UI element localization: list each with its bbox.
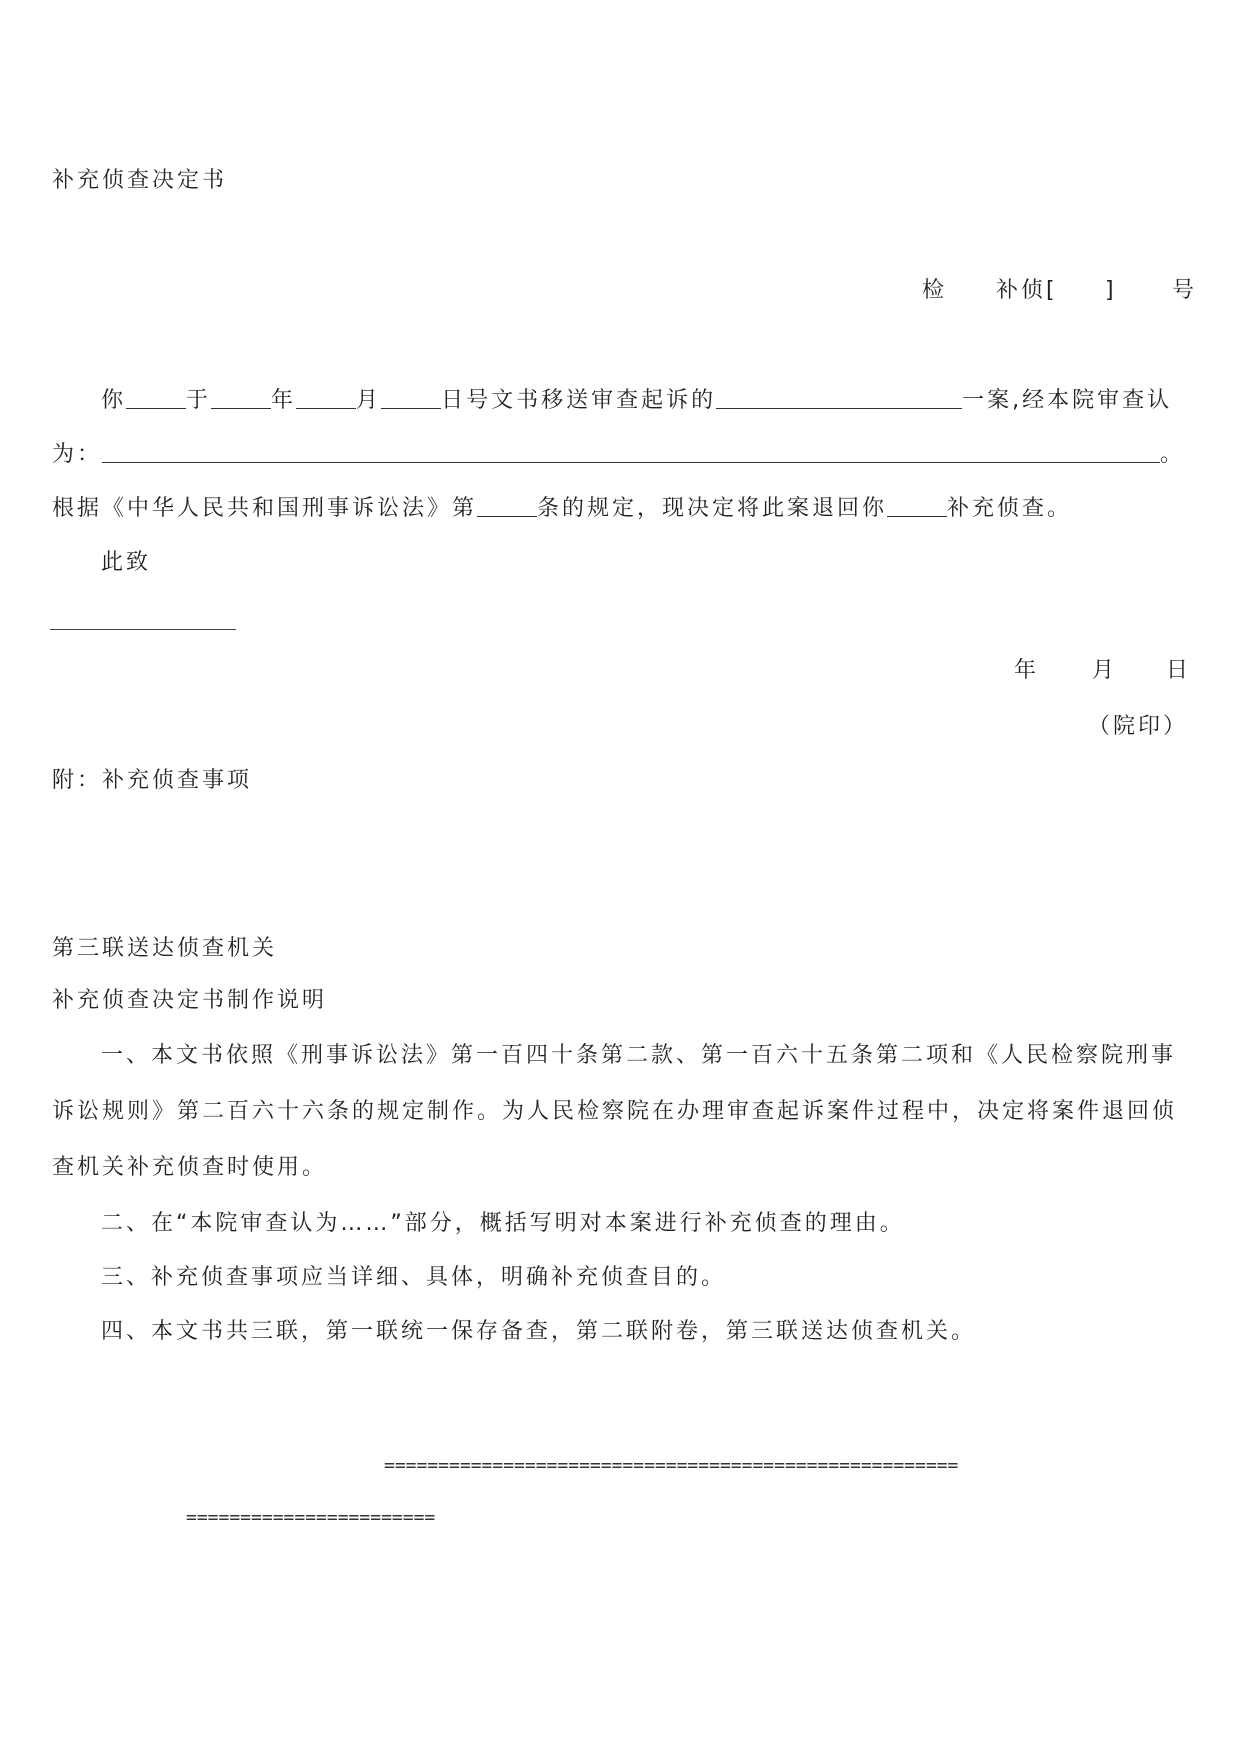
blank-reason [102,440,1160,463]
body-case-tail: 一案,经本院审查认 [962,388,1173,413]
blank-recipient [887,494,947,517]
copy-label: 第三联送达侦查机关 [52,936,278,961]
salutation: 此致 [101,550,152,575]
blank-year [211,386,271,409]
body-wei: 为： [52,442,103,467]
separator-long: ===================================================== [384,1455,959,1476]
body-you: 你 [101,388,127,413]
blank-case-name [716,386,962,409]
instruction-item-4: 四、本文书共三联，第一联统一保存备查，第二联附卷，第三联送达侦查机关。 [101,1319,977,1344]
doc-number-bracket-close: ] [1105,278,1117,303]
date-day: 日 [1166,658,1192,683]
date-month: 月 [1092,658,1118,683]
body-line3-end: 补充侦查。 [947,496,1073,521]
doc-number-prefix: 检 [922,278,948,303]
document-title: 补充侦查决定书 [52,168,228,193]
separator-short: ======================= [186,1507,436,1528]
blank-month [296,386,356,409]
body-line-2 [52,440,1185,470]
attachment-note: 附：补充侦查事项 [52,768,253,793]
body-year: 年 [271,388,297,413]
blank-article [477,494,537,517]
seal-note: （院印） [1088,714,1189,739]
body-month: 月 [356,388,382,413]
body-line-3 [52,494,1072,524]
date-year: 年 [1014,658,1040,683]
body-line3-mid: 条的规定，现决定将此案退回你 [537,496,888,521]
instruction-item-3: 三、补充侦查事项应当详细、具体，明确补充侦查目的。 [101,1265,727,1290]
body-day-tail: 日号文书移送审查起诉的 [441,388,717,413]
body-line3-pre: 根据《中华人民共和国刑事诉讼法》第 [52,496,478,521]
addressee-rule [50,629,236,630]
body-yu: 于 [186,388,212,413]
doc-number-suffix: 号 [1172,278,1198,303]
body-line-1 [101,386,1172,416]
instructions-title: 补充侦查决定书制作说明 [52,988,328,1013]
blank-agency [126,386,186,409]
body-line2-end: 。 [1160,442,1186,467]
doc-number-middle: 补侦[ [996,278,1058,303]
instruction-item-2: 二、在“本院审查认为……”部分，概括写明对本案进行补充侦查的理由。 [101,1211,905,1236]
blank-day [381,386,441,409]
instruction-item-1: 一、本文书依照《刑事诉讼法》第一百四十条第二款、第一百六十五条第二项和《人民检察院刑事诉讼规则》第二百六十六条的规定制作。为人民检察院在办理审查起诉案件过程中，决定将案件退回侦查机关补充侦查时使用。 [52,1043,1178,1180]
